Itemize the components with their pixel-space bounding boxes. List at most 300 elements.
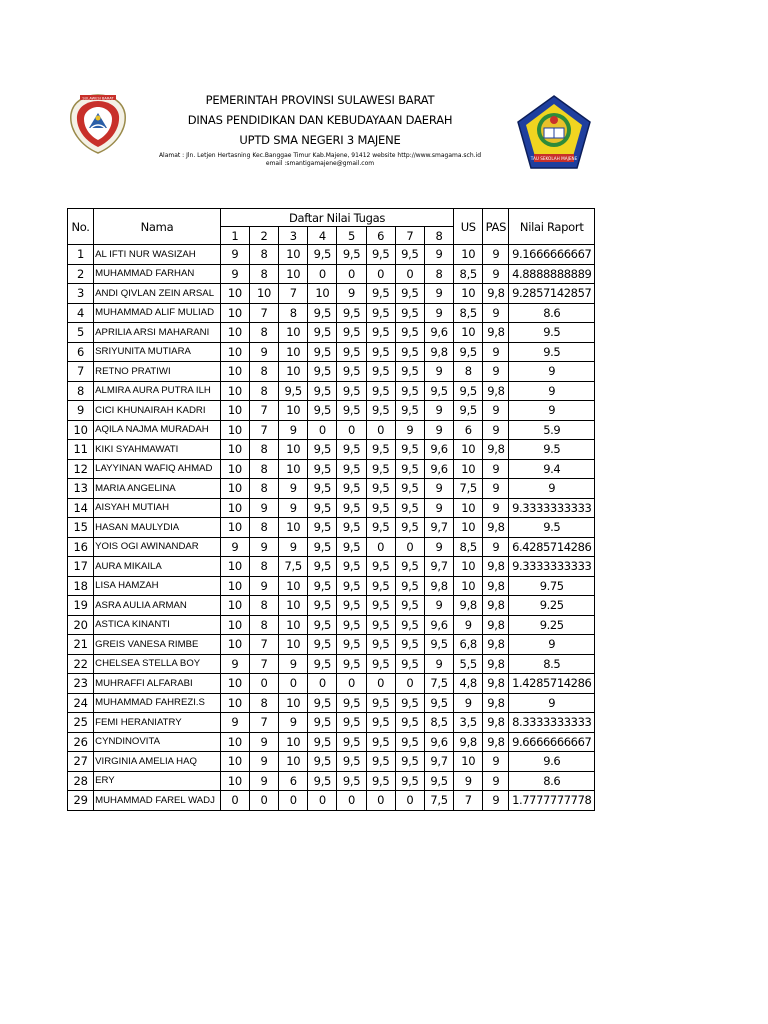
tugas-score: 9,5 [366, 557, 395, 577]
tugas-score: 9,5 [395, 732, 424, 752]
tugas-score: 10 [220, 420, 249, 440]
tugas-score: 8 [249, 362, 278, 382]
row-number: 13 [68, 479, 94, 499]
tugas-score: 8 [249, 264, 278, 284]
us-score: 8,5 [454, 264, 483, 284]
pas-score: 9 [483, 342, 509, 362]
tugas-score: 9,5 [366, 498, 395, 518]
tugas-score: 8 [249, 459, 278, 479]
pas-score: 9,8 [483, 557, 509, 577]
province-logo-text: SULAWESI BARAT [82, 96, 114, 101]
raport-score: 9 [509, 362, 595, 382]
table-row [68, 245, 595, 265]
raport-score: 1.7777777778 [509, 791, 595, 811]
table-row [68, 284, 595, 304]
tugas-score: 0 [366, 420, 395, 440]
tugas-score: 9,5 [424, 771, 453, 791]
tugas-score: 6 [279, 771, 308, 791]
row-number: 14 [68, 498, 94, 518]
raport-score: 9.75 [509, 576, 595, 596]
tugas-score: 9,5 [366, 713, 395, 733]
us-score: 7 [454, 791, 483, 811]
student-name: ASTICA KINANTI [94, 615, 221, 635]
tugas-score: 9,5 [395, 498, 424, 518]
tugas-score: 10 [220, 401, 249, 421]
us-score: 8,5 [454, 537, 483, 557]
tugas-score: 10 [220, 342, 249, 362]
tugas-score: 9,5 [337, 537, 366, 557]
header-department: DINAS PENDIDIKAN DAN KEBUDAYAAN DAERAH [187, 113, 453, 127]
table-row [68, 479, 595, 499]
pas-score: 9,8 [483, 615, 509, 635]
tugas-score: 10 [220, 557, 249, 577]
table-row [68, 752, 595, 772]
tugas-score: 10 [279, 752, 308, 772]
tugas-score: 9 [424, 303, 453, 323]
tugas-score: 9 [424, 401, 453, 421]
tugas-score: 9,5 [395, 381, 424, 401]
school-logo [514, 94, 594, 172]
row-number: 22 [68, 654, 94, 674]
student-name: MUHAMMAD FAREL WADJ [94, 791, 221, 811]
tugas-score: 8 [279, 303, 308, 323]
tugas-score: 0 [220, 791, 249, 811]
tugas-score: 9,5 [279, 381, 308, 401]
student-name: CICI KHUNAIRAH KADRI [94, 401, 221, 421]
us-score: 10 [454, 284, 483, 304]
tugas-score: 9 [249, 342, 278, 362]
tugas-score: 9 [279, 537, 308, 557]
tugas-score: 9 [279, 479, 308, 499]
tugas-score: 8 [249, 615, 278, 635]
tugas-score: 9,5 [337, 479, 366, 499]
pas-score: 9 [483, 245, 509, 265]
raport-score: 9.5 [509, 440, 595, 460]
tugas-score: 9,5 [395, 323, 424, 343]
tugas-score: 9,5 [308, 771, 337, 791]
tugas-score: 9 [279, 420, 308, 440]
row-number: 20 [68, 615, 94, 635]
us-score: 10 [454, 752, 483, 772]
header-email: email :smantigamajene@gmail.com [265, 160, 375, 167]
tugas-score: 9,5 [308, 440, 337, 460]
tugas-score: 9,5 [366, 362, 395, 382]
tugas-score: 9,5 [366, 303, 395, 323]
school-logo-text: TAU SEKOLAH MAJENE [530, 156, 578, 161]
tugas-score: 9,5 [337, 362, 366, 382]
tugas-score: 10 [220, 498, 249, 518]
tugas-score: 10 [279, 264, 308, 284]
raport-score: 9 [509, 693, 595, 713]
tugas-score: 9,6 [424, 440, 453, 460]
us-score: 10 [454, 518, 483, 538]
student-name: ANDI QIVLAN ZEIN ARSAL [94, 284, 221, 304]
tugas-score: 9,5 [337, 518, 366, 538]
tugas-score: 10 [220, 674, 249, 694]
tugas-score: 8 [249, 440, 278, 460]
tugas-score: 9,5 [308, 732, 337, 752]
tugas-score: 9,5 [308, 615, 337, 635]
student-name: MUHAMMAD FAHREZI.S [94, 693, 221, 713]
tugas-score: 10 [220, 440, 249, 460]
tugas-score: 9,5 [337, 440, 366, 460]
tugas-score: 9,5 [395, 459, 424, 479]
row-number: 9 [68, 401, 94, 421]
tugas-score: 9,5 [308, 557, 337, 577]
tugas-score: 0 [395, 791, 424, 811]
table-row [68, 498, 595, 518]
tugas-score: 10 [220, 732, 249, 752]
tugas-score: 9,5 [337, 713, 366, 733]
table-row [68, 693, 595, 713]
tugas-score: 10 [220, 323, 249, 343]
tugas-score: 10 [220, 284, 249, 304]
tugas-score: 9 [424, 362, 453, 382]
student-name: AURA MIKAILA [94, 557, 221, 577]
tugas-score: 9,5 [395, 245, 424, 265]
tugas-score: 9 [424, 284, 453, 304]
pas-score: 9 [483, 771, 509, 791]
student-name: RETNO PRATIWI [94, 362, 221, 382]
tugas-score: 8 [424, 264, 453, 284]
tugas-score: 9,5 [308, 459, 337, 479]
tugas-score: 10 [279, 459, 308, 479]
tugas-score: 9,5 [366, 654, 395, 674]
header-address: Alamat : Jln. Letjen Hertasning Kec.Banggae Timur Kab.Majene, 91412 website http://www.smagama.sch.id [158, 152, 482, 159]
tugas-score: 9,5 [395, 771, 424, 791]
header-government: PEMERINTAH PROVINSI SULAWESI BARAT [205, 93, 435, 107]
raport-score: 6.4285714286 [509, 537, 595, 557]
tugas-score: 9,5 [308, 596, 337, 616]
tugas-score: 7 [249, 635, 278, 655]
header-tugas-number: 7 [395, 227, 424, 245]
tugas-score: 9 [279, 654, 308, 674]
tugas-score: 8 [249, 596, 278, 616]
table-row [68, 654, 595, 674]
tugas-score: 9,5 [366, 440, 395, 460]
tugas-score: 10 [220, 771, 249, 791]
tugas-score: 9,5 [366, 459, 395, 479]
tugas-score: 0 [308, 420, 337, 440]
row-number: 17 [68, 557, 94, 577]
tugas-score: 9,5 [395, 401, 424, 421]
tugas-score: 9,5 [337, 342, 366, 362]
student-name: GREIS VANESA RIMBE [94, 635, 221, 655]
tugas-score: 9 [424, 537, 453, 557]
tugas-score: 10 [249, 284, 278, 304]
tugas-score: 9 [279, 713, 308, 733]
student-name: ERY [94, 771, 221, 791]
pas-score: 9,8 [483, 323, 509, 343]
table-row [68, 596, 595, 616]
tugas-score: 9 [249, 498, 278, 518]
student-name: MUHAMMAD ALIF MULIAD [94, 303, 221, 323]
tugas-score: 9,5 [308, 576, 337, 596]
us-score: 7,5 [454, 479, 483, 499]
raport-score: 9.3333333333 [509, 498, 595, 518]
header-tugas-number: 8 [424, 227, 453, 245]
tugas-score: 0 [395, 537, 424, 557]
us-score: 9 [454, 615, 483, 635]
pas-score: 9 [483, 752, 509, 772]
table-row [68, 323, 595, 343]
table-row [68, 264, 595, 284]
tugas-score: 9,5 [395, 635, 424, 655]
us-score: 6 [454, 420, 483, 440]
tugas-score: 10 [220, 303, 249, 323]
tugas-score: 9,5 [308, 654, 337, 674]
tugas-score: 8,5 [424, 713, 453, 733]
table-row [68, 576, 595, 596]
raport-score: 9.5 [509, 323, 595, 343]
raport-score: 9.6 [509, 752, 595, 772]
header-tugas-number: 3 [279, 227, 308, 245]
tugas-score: 7,5 [424, 674, 453, 694]
grades-table [67, 208, 595, 811]
student-name: VIRGINIA AMELIA HAQ [94, 752, 221, 772]
row-number: 19 [68, 596, 94, 616]
pas-score: 9,8 [483, 713, 509, 733]
tugas-score: 9 [220, 654, 249, 674]
tugas-score: 9,5 [337, 693, 366, 713]
tugas-score: 9,5 [366, 284, 395, 304]
pas-score: 9 [483, 459, 509, 479]
table-row [68, 459, 595, 479]
tugas-score: 9,7 [424, 518, 453, 538]
raport-score: 9.25 [509, 615, 595, 635]
raport-score: 4.8888888889 [509, 264, 595, 284]
tugas-score: 9,5 [366, 752, 395, 772]
student-name: ALMIRA AURA PUTRA ILH [94, 381, 221, 401]
tugas-score: 10 [220, 381, 249, 401]
us-score: 10 [454, 323, 483, 343]
tugas-score: 10 [279, 518, 308, 538]
tugas-score: 10 [279, 245, 308, 265]
tugas-score: 10 [220, 615, 249, 635]
student-name: KIKI SYAHMAWATI [94, 440, 221, 460]
tugas-score: 9,5 [337, 401, 366, 421]
tugas-score: 8 [249, 518, 278, 538]
tugas-score: 9 [424, 420, 453, 440]
tugas-score: 9 [424, 498, 453, 518]
table-row [68, 362, 595, 382]
tugas-score: 9,5 [308, 498, 337, 518]
row-number: 29 [68, 791, 94, 811]
student-name: CHELSEA STELLA BOY [94, 654, 221, 674]
row-number: 10 [68, 420, 94, 440]
tugas-score: 9,5 [395, 654, 424, 674]
pas-score: 9 [483, 420, 509, 440]
header-us: US [454, 209, 483, 245]
tugas-score: 10 [279, 323, 308, 343]
table-row [68, 557, 595, 577]
raport-score: 9.5 [509, 342, 595, 362]
table-row [68, 303, 595, 323]
tugas-score: 9,8 [424, 576, 453, 596]
row-number: 8 [68, 381, 94, 401]
student-name: SRIYUNITA MUTIARA [94, 342, 221, 362]
tugas-score: 9,5 [308, 752, 337, 772]
tugas-score: 9,5 [395, 557, 424, 577]
student-name: LISA HAMZAH [94, 576, 221, 596]
table-body [68, 245, 595, 811]
tugas-score: 9 [279, 498, 308, 518]
table-row [68, 791, 595, 811]
tugas-score: 9,5 [308, 245, 337, 265]
tugas-score: 9 [424, 654, 453, 674]
tugas-score: 9 [220, 245, 249, 265]
tugas-score: 9,5 [366, 576, 395, 596]
tugas-score: 9 [220, 537, 249, 557]
table-row [68, 381, 595, 401]
tugas-score: 9,5 [308, 342, 337, 362]
pas-score: 9 [483, 537, 509, 557]
tugas-score: 9,5 [395, 752, 424, 772]
tugas-score: 0 [279, 791, 308, 811]
tugas-score: 10 [220, 596, 249, 616]
tugas-score: 9,6 [424, 732, 453, 752]
tugas-score: 9 [337, 284, 366, 304]
us-score: 10 [454, 459, 483, 479]
tugas-score: 9 [249, 771, 278, 791]
row-number: 21 [68, 635, 94, 655]
tugas-score: 8 [249, 479, 278, 499]
tugas-score: 9 [249, 752, 278, 772]
tugas-score: 9,5 [395, 479, 424, 499]
tugas-score: 9,5 [337, 771, 366, 791]
row-number: 7 [68, 362, 94, 382]
student-name: AL IFTI NUR WASIZAH [94, 245, 221, 265]
tugas-score: 9,6 [424, 459, 453, 479]
tugas-score: 9,5 [366, 323, 395, 343]
tugas-score: 10 [279, 635, 308, 655]
tugas-score: 10 [279, 576, 308, 596]
pas-score: 9 [483, 479, 509, 499]
row-number: 27 [68, 752, 94, 772]
row-number: 16 [68, 537, 94, 557]
table-row [68, 420, 595, 440]
tugas-score: 10 [220, 518, 249, 538]
tugas-score: 7 [249, 654, 278, 674]
tugas-score: 10 [220, 459, 249, 479]
us-score: 9 [454, 693, 483, 713]
pas-score: 9,8 [483, 284, 509, 304]
tugas-score: 0 [366, 264, 395, 284]
tugas-score: 9,5 [337, 576, 366, 596]
tugas-score: 8 [249, 693, 278, 713]
tugas-score: 9,5 [337, 732, 366, 752]
tugas-score: 9,5 [337, 635, 366, 655]
tugas-score: 9,5 [308, 635, 337, 655]
raport-score: 8.3333333333 [509, 713, 595, 733]
tugas-score: 9,5 [366, 518, 395, 538]
tugas-score: 9,5 [395, 440, 424, 460]
tugas-score: 10 [279, 615, 308, 635]
student-name: AQILA NAJMA MURADAH [94, 420, 221, 440]
table-row [68, 401, 595, 421]
tugas-score: 9,5 [395, 362, 424, 382]
student-name: YOIS OGI AWINANDAR [94, 537, 221, 557]
tugas-score: 9,5 [395, 518, 424, 538]
tugas-score: 0 [366, 791, 395, 811]
tugas-score: 10 [220, 576, 249, 596]
tugas-score: 9,5 [395, 576, 424, 596]
student-name: HASAN MAULYDIA [94, 518, 221, 538]
tugas-score: 9,5 [424, 381, 453, 401]
header-tugas-number: 5 [337, 227, 366, 245]
pas-score: 9 [483, 791, 509, 811]
tugas-score: 10 [279, 693, 308, 713]
row-number: 1 [68, 245, 94, 265]
tugas-score: 0 [308, 674, 337, 694]
tugas-score: 10 [220, 635, 249, 655]
tugas-score: 7,5 [279, 557, 308, 577]
raport-score: 9 [509, 381, 595, 401]
raport-score: 9 [509, 635, 595, 655]
tugas-score: 9,7 [424, 752, 453, 772]
tugas-score: 9,5 [366, 693, 395, 713]
raport-score: 9.6666666667 [509, 732, 595, 752]
us-score: 9,5 [454, 401, 483, 421]
tugas-score: 9,5 [308, 479, 337, 499]
tugas-score: 9,5 [366, 635, 395, 655]
tugas-score: 9,5 [395, 303, 424, 323]
tugas-score: 9,6 [424, 615, 453, 635]
tugas-score: 9,5 [366, 381, 395, 401]
us-score: 6,8 [454, 635, 483, 655]
table-row [68, 771, 595, 791]
tugas-score: 9 [249, 576, 278, 596]
us-score: 9 [454, 771, 483, 791]
us-score: 8 [454, 362, 483, 382]
header-raport: Nilai Raport [509, 209, 595, 245]
tugas-score: 9,5 [366, 342, 395, 362]
tugas-score: 9,5 [337, 459, 366, 479]
tugas-score: 0 [337, 420, 366, 440]
tugas-score: 9,5 [308, 713, 337, 733]
raport-score: 8.5 [509, 654, 595, 674]
tugas-score: 7 [249, 713, 278, 733]
raport-score: 9 [509, 479, 595, 499]
tugas-score: 9,5 [395, 615, 424, 635]
us-score: 10 [454, 498, 483, 518]
tugas-score: 0 [279, 674, 308, 694]
tugas-score: 9 [220, 264, 249, 284]
tugas-score: 0 [337, 264, 366, 284]
table-row [68, 732, 595, 752]
tugas-score: 7 [249, 303, 278, 323]
province-logo [67, 92, 129, 156]
pas-score: 9,8 [483, 674, 509, 694]
row-number: 25 [68, 713, 94, 733]
tugas-score: 9,5 [337, 498, 366, 518]
row-number: 3 [68, 284, 94, 304]
table-row [68, 537, 595, 557]
table-row [68, 713, 595, 733]
pas-score: 9 [483, 498, 509, 518]
us-score: 9,5 [454, 381, 483, 401]
tugas-score: 9,5 [424, 635, 453, 655]
table-row [68, 674, 595, 694]
tugas-score: 9,6 [424, 323, 453, 343]
raport-score: 5.9 [509, 420, 595, 440]
us-score: 10 [454, 245, 483, 265]
tugas-score: 9,5 [395, 284, 424, 304]
tugas-score: 9,5 [366, 245, 395, 265]
tugas-score: 10 [279, 596, 308, 616]
header-tugas-number: 1 [220, 227, 249, 245]
tugas-score: 9,5 [366, 479, 395, 499]
